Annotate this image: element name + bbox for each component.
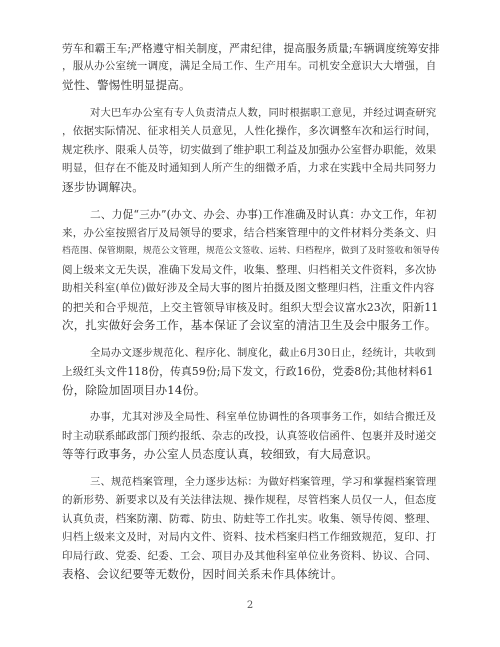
- page-number: 2: [246, 600, 254, 611]
- text-line: 阅上级来文无失误，准确下发局文件，收集、整理、归档相关文件资料，多次协: [62, 264, 437, 276]
- text-line: 对大巴车办公室有专人负责清点人数，同时根据职工意见，并经过调查研究: [90, 107, 437, 119]
- text-line: 劳车和霸王车;严格遵守相关制度，严肃纪律，提高服务质量;车辆调度统筹安排: [62, 42, 440, 55]
- text-line: 的新形势、新要求以及有关法律法规、操作规程，尽管档案人员仅一人，但态度: [62, 494, 437, 506]
- text-line: 来，办公室按照省厅及局领导的要求，结合档案管理中的文件材料分类条文、归: [62, 227, 437, 239]
- text-line: 办事，尤其对涉及全局性、科室单位协调性的各项事务工作，如结合搬迁及: [90, 411, 437, 423]
- text-line: 规定秩序、限乘人员等，切实做到了维护职工利益及加强办公室督办职能，效果: [62, 144, 437, 156]
- text-line: 表格、会议纪要等无数份，因时间关系未作具体统计。: [62, 567, 343, 581]
- text-line: 等等行政事务，办公室人员态度认真，较细致，有大局意识。: [62, 447, 378, 461]
- text-line: 明显，但存在不能及时通知到人所产生的细微矛盾，力求在实践中全局共同努力: [62, 162, 437, 174]
- text-line: 次，扎实做好会务工作，基本保证了会议室的清洁卫生及会中服务工作。: [62, 318, 437, 332]
- text-line: 二、力促“三办”(办文、办会、办事)工作准确及时认真：办文工作，年初: [90, 208, 437, 221]
- text-line: 的把关和合乎规范，上交主管领导审核及时。组织大型会议富水23次，阳新11: [62, 301, 439, 314]
- text-line: 上级红头文件118份，传真59份;局下发文，行政16份，党委8份;其他材料61: [62, 365, 434, 378]
- text-line: ，服从办公室统一调度，满足全局工作、生产用车。司机安全意识大大增强，自: [62, 60, 437, 72]
- text-line: 助相关科室(单位)做好涉及全局大事的图片拍摄及图文整理归档，注重文件内容: [62, 282, 435, 294]
- text-line: 三、规范档案管理，全力逐步达标：为做好档案管理，学习和掌握档案管理: [90, 476, 437, 488]
- text-line: 归档上级来文及时，对局内文件、资料、技术档案归档工作细致规范，复印、打: [62, 531, 437, 543]
- text-line: 时主动联系邮政部门预约报纸、杂志的改投，认真签收信函件、包裹并及时递交: [62, 430, 437, 442]
- text-line: 档范围、保管期限，规范公文管理，规范公文签收、运转、归档程序，做到了及时签收和领导传: [62, 246, 440, 256]
- text-line: 份，除险加固项目办14份。: [62, 383, 206, 397]
- text-line: 逐步协调解决。: [62, 180, 144, 194]
- text-line: 认真负责，档案防潮、防霉、防虫、防蛀等工作扎实。收集、领导传阅、整理、: [62, 513, 437, 525]
- text-line: 全局办文逐步规范化、程序化、制度化，截止6月30日止，经统计，共收到: [90, 347, 436, 359]
- text-line: 觉性、警惕性明显提高。: [62, 78, 191, 92]
- text-line: ，依据实际情况、征求相关人员意见，人性化操作，多次调整车次和运行时间，: [62, 125, 437, 137]
- text-line: 印局行政、党委、纪委、工会、项目办及其他科室单位业务资料、协议、合同、: [62, 550, 437, 562]
